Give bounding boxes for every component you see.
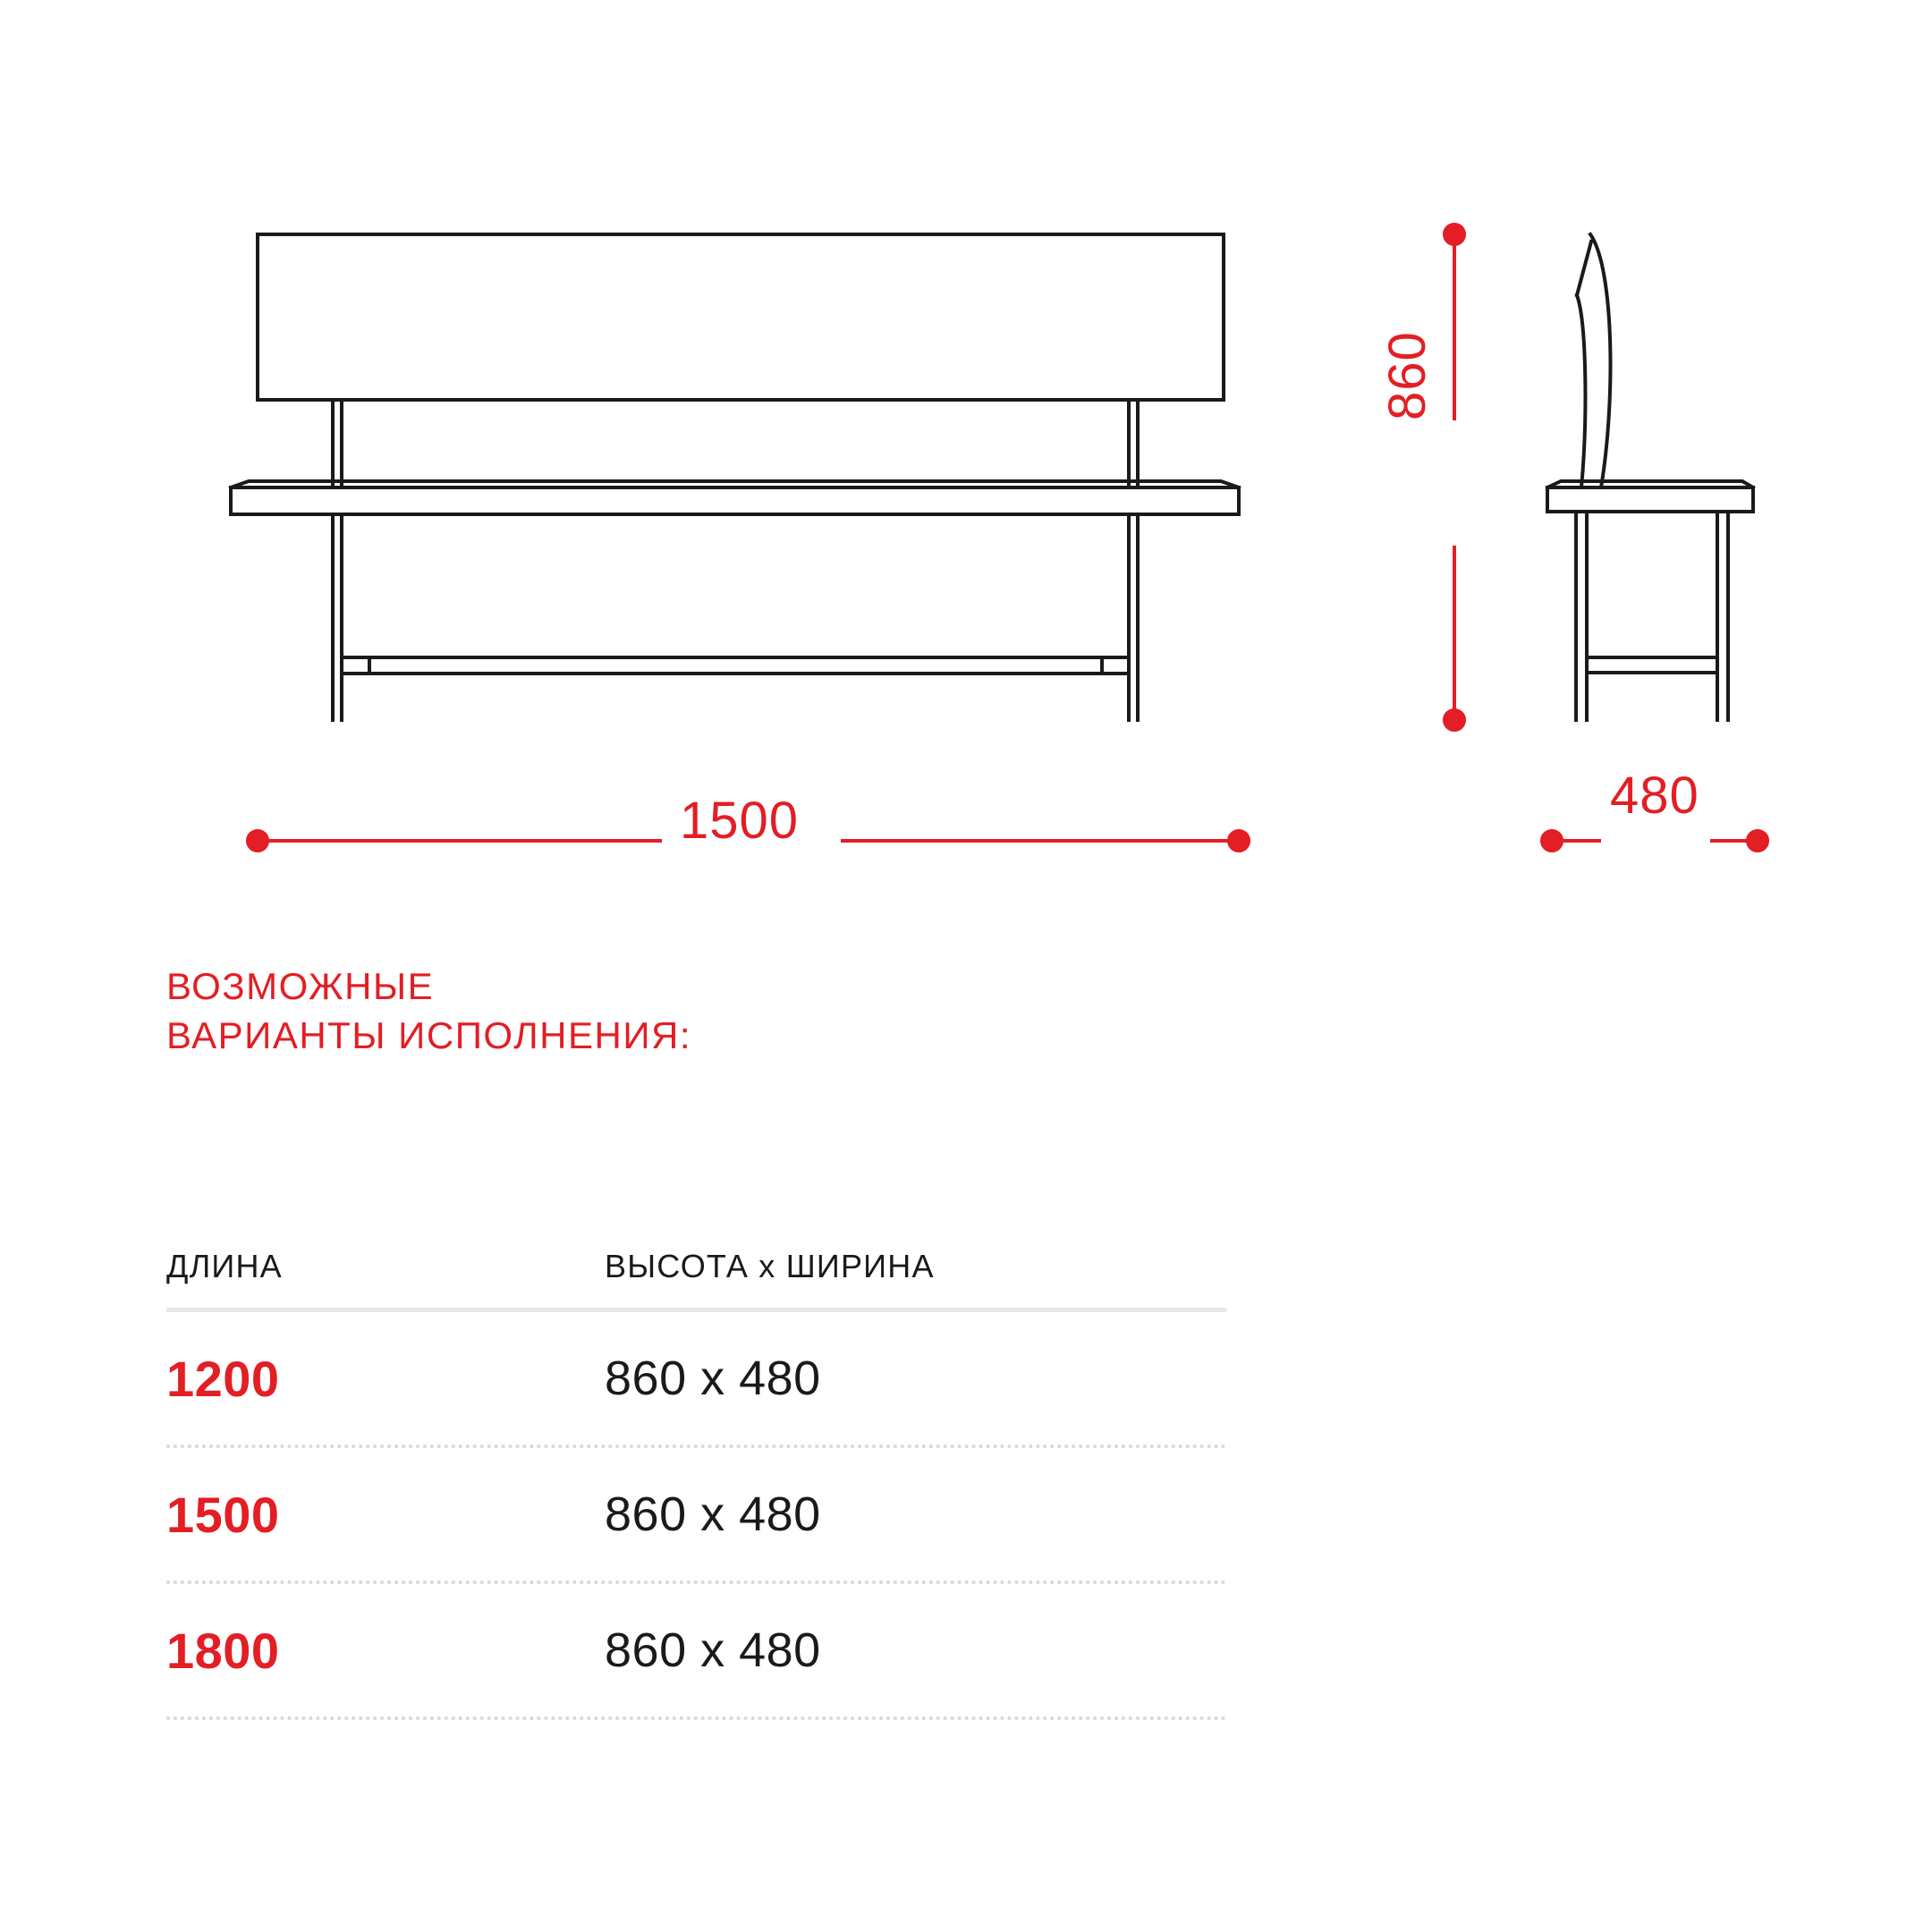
dimension-width [1542,831,1767,851]
variants-heading-line1: ВОЗМОЖНЫЕ [166,965,435,1007]
cell-height-width: 860 х 480 [605,1352,821,1405]
cell-length: 1800 [166,1622,280,1679]
column-header-length: ДЛИНА [166,1248,283,1284]
table-row-divider [166,1716,1226,1720]
table-header-row [166,1225,1226,1308]
table-row [166,1312,1226,1445]
variants-table [166,1225,1226,1720]
bench-side-view [1547,234,1753,720]
technical-drawing [0,0,1932,912]
bench-front-view [231,234,1239,720]
dimension-width-label: 480 [1610,767,1699,825]
cell-height-width: 860 х 480 [605,1623,821,1677]
cell-length: 1500 [166,1486,280,1543]
column-header-height-width: ВЫСОТА х ШИРИНА [605,1248,935,1284]
cell-height-width: 860 х 480 [605,1487,821,1541]
dimension-height-label: 860 [1378,331,1436,420]
variants-heading-line2: ВАРИАНТЫ ИСПОЛНЕНИЯ: [166,1014,692,1057]
variants-heading [166,962,691,1061]
table-row [166,1584,1226,1716]
table-row [166,1448,1226,1580]
dimension-height [1445,225,1464,730]
dimension-length-label: 1500 [680,792,800,850]
cell-length: 1200 [166,1350,280,1407]
